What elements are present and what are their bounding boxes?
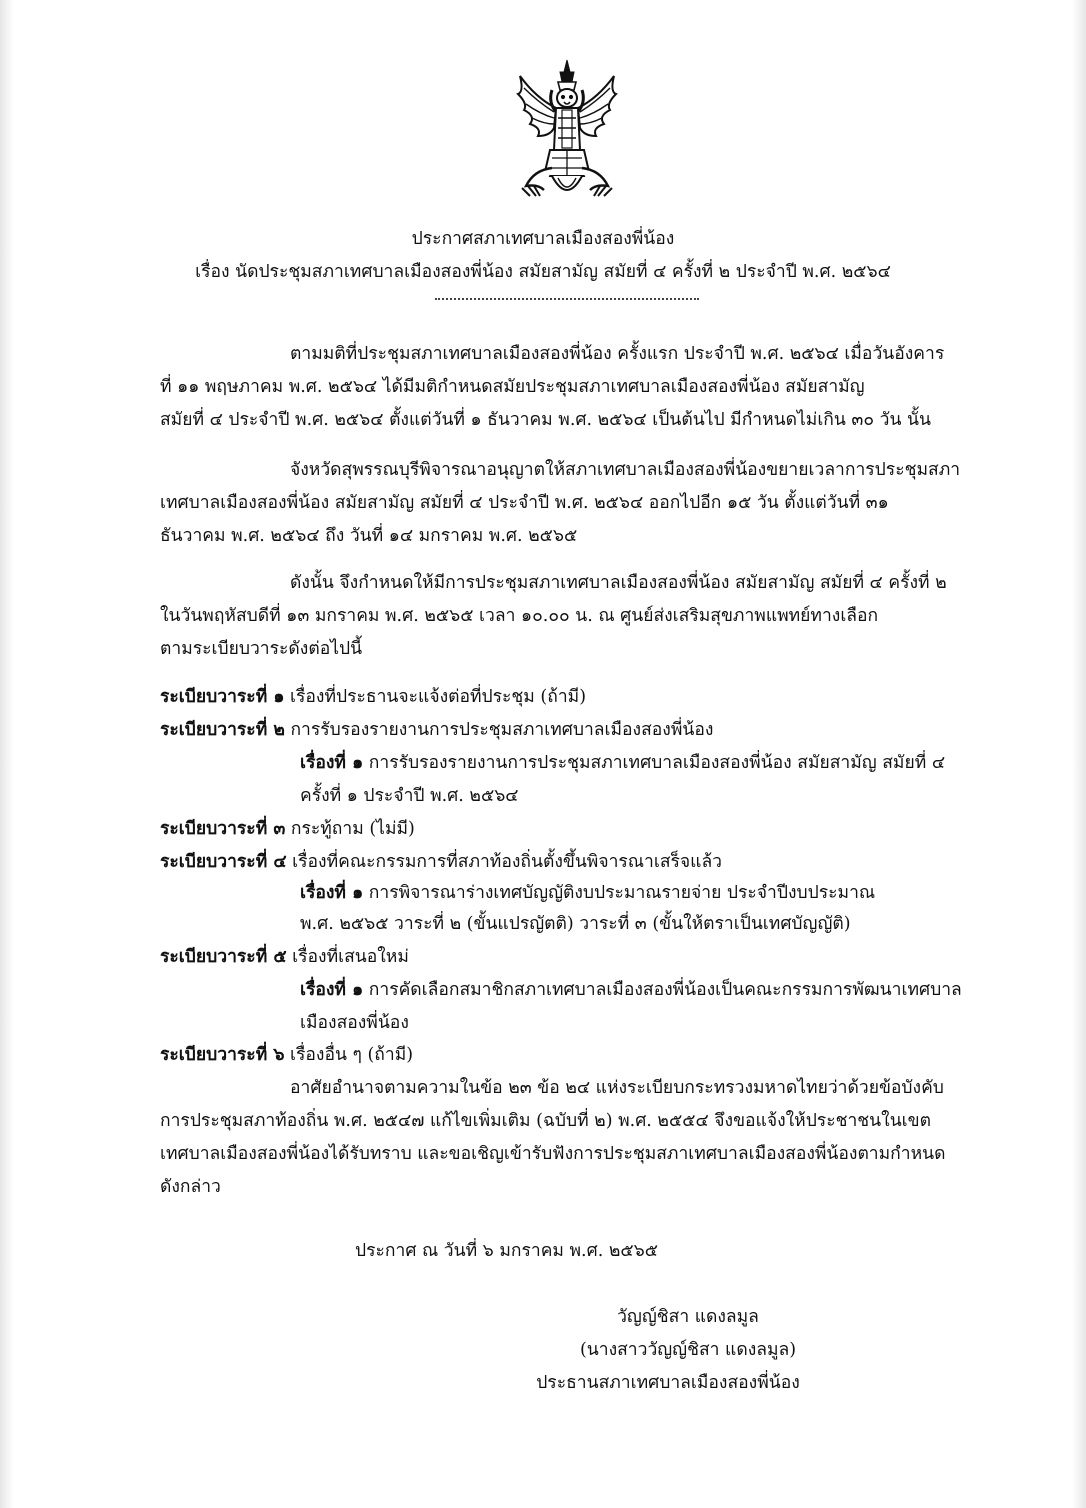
agenda-item-5 — [160, 944, 409, 970]
paragraph-3-line-1: ดังนั้น จึงกำหนดให้มีการประชุมสภาเทศบาลเมืองสองพี่น้อง สมัยสามัญ สมัยที่ ๔ ครั้งที่ ๒ — [290, 573, 947, 593]
paragraph-3-line-2: ในวันพฤหัสบดีที่ ๑๓ มกราคม พ.ศ. ๒๕๖๕ เวลา ๑๐.๐๐ น. ณ ศูนย์ส่งเสริมสุขภาพแพทย์ทางเลือก — [160, 606, 879, 626]
paragraph-2-line-3: ธันวาคม พ.ศ. ๒๕๖๔ ถึง วันที่ ๑๔ มกราคม พ.ศ. ๒๕๖๕ — [160, 526, 578, 546]
agenda-text: เรื่องที่เสนอใหม่ — [292, 947, 409, 967]
agenda-4-subitem-1-cont: พ.ศ. ๒๕๖๕ วาระที่ ๒ (ขั้นแปรญัตติ) วาระที่ ๓ (ขั้นให้ตราเป็นเทศบัญญัติ) — [300, 914, 851, 934]
paragraph-1-line-3: สมัยที่ ๔ ประจำปี พ.ศ. ๒๕๖๔ ตั้งแต่วันที่ ๑ ธันวาคม พ.ศ. ๒๕๖๔ เป็นต้นไป มีกำหนดไม่เกิน ๓๐ วัน นั้น — [160, 410, 931, 430]
agenda-item-1 — [160, 684, 586, 710]
agenda-text: การรับรองรายงานการประชุมสภาเทศบาลเมืองสองพี่น้อง — [290, 720, 714, 740]
agenda-item-4 — [160, 849, 722, 875]
subitem-text: การรับรองรายงานการประชุมสภาเทศบาลเมืองสองพี่น้อง สมัยสามัญ สมัยที่ ๔ — [368, 753, 946, 773]
subitem-text: การพิจารณาร่างเทศบัญญัติงบประมาณรายจ่าย ประจำปีงบประมาณ — [368, 883, 876, 903]
paragraph-2-line-2: เทศบาลเมืองสองพี่น้อง สมัยสามัญ สมัยที่ ๔ ประจำปี พ.ศ. ๒๕๖๔ ออกไปอีก ๑๕ วัน ตั้งแต่วันที่ ๓๑ — [160, 493, 889, 513]
paragraph-2-line-1: จังหวัดสุพรรณบุรีพิจารณาอนุญาตให้สภาเทศบาลเมืองสองพี่น้องขยายเวลาการประชุมสภา — [290, 460, 961, 480]
closing-line-4: ดังกล่าว — [160, 1177, 221, 1197]
subitem-label: เรื่องที่ ๑ — [300, 753, 364, 773]
agenda-item-2 — [160, 717, 713, 743]
agenda-item-6 — [160, 1042, 413, 1068]
signatory-position: ประธานสภาเทศบาลเมืองสองพี่น้อง — [536, 1373, 800, 1393]
agenda-2-subitem-1 — [300, 750, 945, 776]
agenda-label: ระเบียบวาระที่ ๕ — [160, 947, 287, 967]
agenda-label: ระเบียบวาระที่ ๓ — [160, 819, 286, 839]
agenda-5-subitem-1-cont: เมืองสองพี่น้อง — [300, 1013, 409, 1033]
announcement-date: ประกาศ ณ วันที่ ๖ มกราคม พ.ศ. ๒๕๖๕ — [355, 1241, 658, 1261]
signed-name: วัญญ์ชิสา แดงลมูล — [617, 1307, 759, 1327]
agenda-text: กระทู้ถาม (ไม่มี) — [290, 819, 415, 839]
agenda-label: ระเบียบวาระที่ ๒ — [160, 720, 285, 740]
announcement-subject: เรื่อง นัดประชุมสภาเทศบาลเมืองสองพี่น้อง สมัยสามัญ สมัยที่ ๔ ครั้งที่ ๒ ประจำปี พ.ศ. ๒๕๖๔ — [195, 262, 891, 282]
paragraph-1-line-2: ที่ ๑๑ พฤษภาคม พ.ศ. ๒๕๖๔ ได้มีมติกำหนดสมัยประชุมสภาเทศบาลเมืองสองพี่น้อง สมัยสามัญ — [160, 377, 865, 397]
closing-line-3: เทศบาลเมืองสองพี่น้องได้รับทราบ และขอเชิญเข้ารับฟังการประชุมสภาเทศบาลเมืองสองพี่น้องตามกำหนด — [160, 1144, 946, 1164]
agenda-text: เรื่องที่คณะกรรมการที่สภาท้องถิ่นตั้งขึ้นพิจารณาเสร็จแล้ว — [292, 852, 723, 872]
agenda-label: ระเบียบวาระที่ ๖ — [160, 1045, 285, 1065]
agenda-label: ระเบียบวาระที่ ๑ — [160, 687, 285, 707]
agenda-item-3 — [160, 816, 415, 842]
agenda-text: เรื่องที่ประธานจะแจ้งต่อที่ประชุม (ถ้ามี) — [290, 687, 587, 707]
announcement-title: ประกาศสภาเทศบาลเมืองสองพี่น้อง — [411, 229, 675, 249]
subitem-text: การคัดเลือกสมาชิกสภาเทศบาลเมืองสองพี่น้องเป็นคณะกรรมการพัฒนาเทศบาล — [368, 980, 962, 1000]
paragraph-1-line-1: ตามมติที่ประชุมสภาเทศบาลเมืองสองพี่น้อง ครั้งแรก ประจำปี พ.ศ. ๒๕๖๔ เมื่อวันอังคาร — [290, 344, 945, 364]
paragraph-3-line-3: ตามระเบียบวาระดังต่อไปนี้ — [160, 639, 363, 659]
agenda-4-subitem-1 — [300, 880, 875, 906]
agenda-5-subitem-1 — [300, 977, 962, 1003]
closing-line-1: อาศัยอำนาจตามความในข้อ ๒๓ ข้อ ๒๔ แห่งระเบียบกระทรวงมหาดไทยว่าด้วยข้อบังคับ — [290, 1078, 944, 1098]
dotted-divider — [435, 298, 699, 302]
agenda-2-subitem-1-cont: ครั้งที่ ๑ ประจำปี พ.ศ. ๒๕๖๔ — [300, 786, 519, 806]
garuda-emblem-icon — [508, 58, 626, 208]
agenda-label: ระเบียบวาระที่ ๔ — [160, 852, 287, 872]
signatory-full-name: (นางสาววัญญ์ชิสา แดงลมูล) — [579, 1340, 797, 1360]
subitem-label: เรื่องที่ ๑ — [300, 883, 364, 903]
agenda-text: เรื่องอื่น ๆ (ถ้ามี) — [290, 1045, 414, 1065]
closing-line-2: การประชุมสภาท้องถิ่น พ.ศ. ๒๕๔๗ แก้ไขเพิ่มเติม (ฉบับที่ ๒) พ.ศ. ๒๕๕๔ จึงขอแจ้งให้ประชาชนในเขต — [160, 1111, 931, 1131]
subitem-label: เรื่องที่ ๑ — [300, 980, 364, 1000]
